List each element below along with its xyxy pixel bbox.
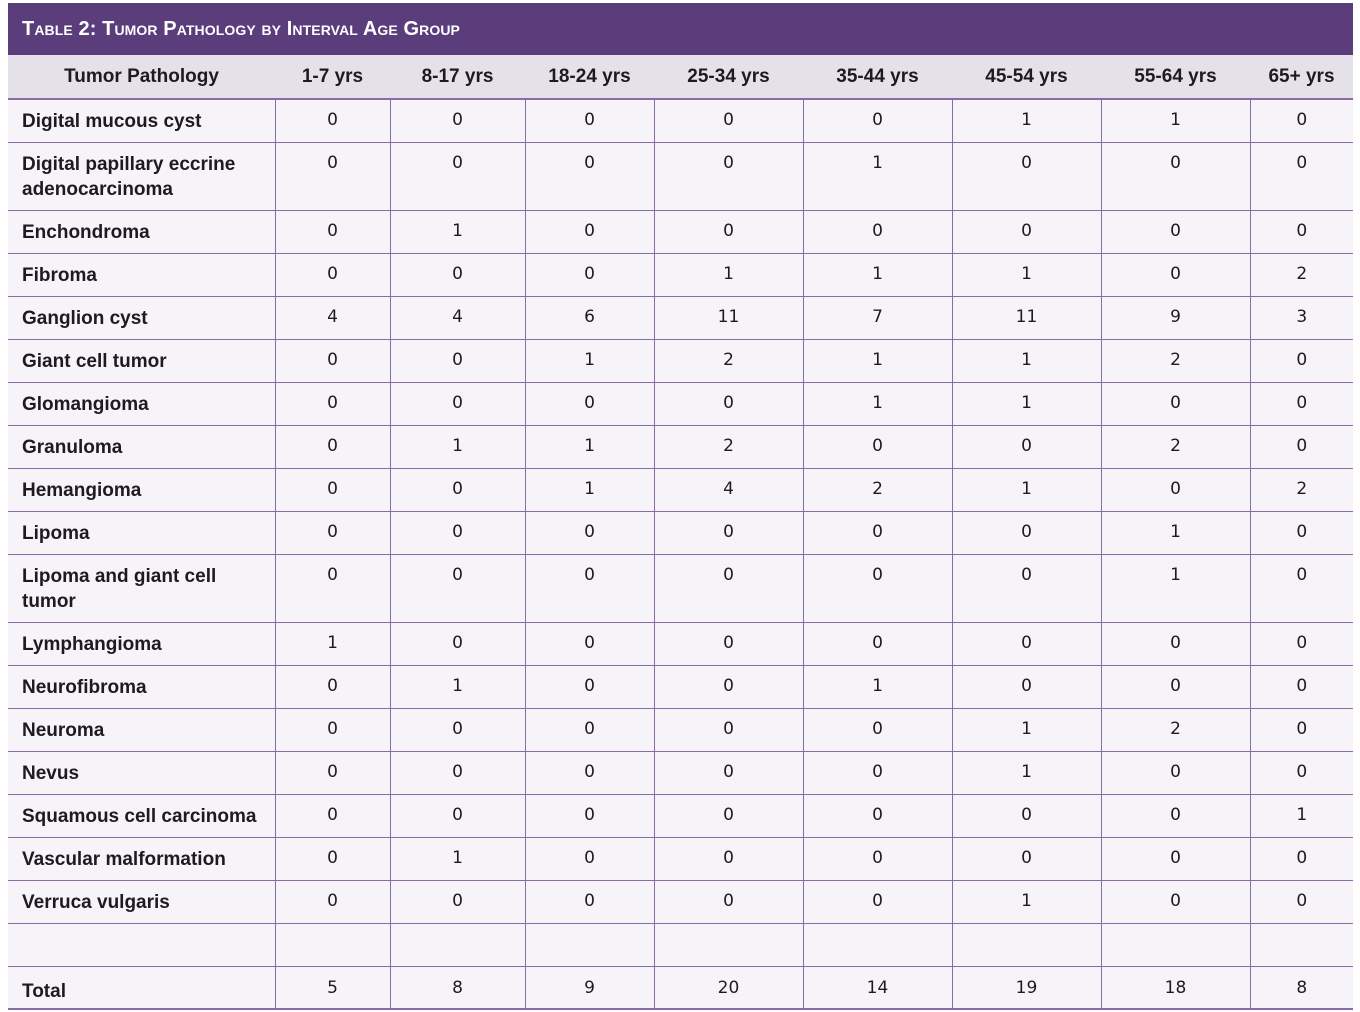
table-row (8, 837, 1353, 880)
cell-value: 0 (654, 880, 803, 923)
cell-value: 0 (1101, 468, 1250, 511)
row-label: Squamous cell carcinoma (8, 794, 275, 837)
data-table (8, 3, 1353, 1010)
cell-value (525, 923, 654, 966)
cell-value: 1 (390, 837, 525, 880)
cell-value: 7 (803, 296, 952, 339)
cell-value: 20 (654, 966, 803, 1009)
cell-value: 2 (1250, 253, 1353, 296)
row-label: Digital papillary eccrine adenocarcinoma (8, 142, 275, 210)
cell-value: 1 (390, 665, 525, 708)
table-row (8, 665, 1353, 708)
cell-value: 1 (952, 880, 1101, 923)
cell-value: 0 (1250, 142, 1353, 210)
cell-value: 0 (525, 99, 654, 142)
cell-value: 0 (390, 708, 525, 751)
cell-value: 0 (654, 554, 803, 622)
cell-value (803, 923, 952, 966)
cell-value: 1 (1250, 794, 1353, 837)
cell-value: 0 (275, 142, 390, 210)
header-row (8, 55, 1353, 99)
row-label: Lymphangioma (8, 622, 275, 665)
cell-value: 0 (1101, 794, 1250, 837)
table-row (8, 339, 1353, 382)
cell-value: 11 (952, 296, 1101, 339)
cell-value: 0 (952, 554, 1101, 622)
cell-value: 0 (654, 622, 803, 665)
pathology-table (8, 55, 1353, 1010)
table-row (8, 99, 1353, 142)
cell-value: 0 (525, 708, 654, 751)
cell-value: 0 (525, 554, 654, 622)
cell-value: 0 (654, 142, 803, 210)
total-row (8, 966, 1353, 1009)
row-label: Hemangioma (8, 468, 275, 511)
cell-value: 2 (1250, 468, 1353, 511)
cell-value: 0 (952, 794, 1101, 837)
cell-value: 3 (1250, 296, 1353, 339)
cell-value: 0 (803, 708, 952, 751)
cell-value: 0 (1101, 665, 1250, 708)
cell-value: 0 (525, 253, 654, 296)
cell-value: 4 (275, 296, 390, 339)
table-row (8, 622, 1353, 665)
column-header-tumor-pathology: Tumor Pathology (8, 55, 275, 99)
cell-value: 5 (275, 966, 390, 1009)
cell-value: 1 (803, 665, 952, 708)
cell-value: 0 (1250, 99, 1353, 142)
cell-value: 14 (803, 966, 952, 1009)
cell-value: 1 (952, 339, 1101, 382)
cell-value: 0 (1250, 837, 1353, 880)
cell-value: 0 (1101, 142, 1250, 210)
cell-value: 0 (275, 99, 390, 142)
cell-value: 0 (390, 382, 525, 425)
cell-value: 0 (1250, 751, 1353, 794)
cell-value: 11 (654, 296, 803, 339)
cell-value: 1 (275, 622, 390, 665)
cell-value: 0 (803, 794, 952, 837)
cell-value: 0 (275, 425, 390, 468)
table-row (8, 511, 1353, 554)
row-label: Total (8, 966, 275, 1009)
table-row (8, 554, 1353, 622)
cell-value: 1 (654, 253, 803, 296)
cell-value: 0 (654, 665, 803, 708)
table-row (8, 296, 1353, 339)
column-header-35-44: 35-44 yrs (803, 55, 952, 99)
cell-value: 0 (952, 837, 1101, 880)
column-header-8-17: 8-17 yrs (390, 55, 525, 99)
column-header-25-34: 25-34 yrs (654, 55, 803, 99)
cell-value: 0 (803, 751, 952, 794)
cell-value: 0 (1250, 339, 1353, 382)
cell-value: 0 (1250, 665, 1353, 708)
cell-value: 1 (390, 210, 525, 253)
cell-value: 0 (1101, 210, 1250, 253)
cell-value: 1 (803, 142, 952, 210)
cell-value: 0 (1250, 708, 1353, 751)
cell-value: 0 (525, 880, 654, 923)
table-row (8, 253, 1353, 296)
cell-value: 0 (525, 794, 654, 837)
row-label: Neurofibroma (8, 665, 275, 708)
cell-value: 1 (952, 708, 1101, 751)
cell-value: 0 (390, 468, 525, 511)
cell-value: 0 (275, 794, 390, 837)
cell-value: 0 (525, 382, 654, 425)
cell-value: 6 (525, 296, 654, 339)
cell-value: 0 (525, 210, 654, 253)
cell-value: 0 (390, 880, 525, 923)
cell-value: 0 (1101, 880, 1250, 923)
cell-value: 0 (952, 425, 1101, 468)
cell-value: 0 (275, 253, 390, 296)
table-title: Table 2: Tumor Pathology by Interval Age Group (8, 3, 1353, 55)
cell-value: 1 (952, 751, 1101, 794)
table-row (8, 880, 1353, 923)
table-row (8, 142, 1353, 210)
cell-value: 0 (1101, 622, 1250, 665)
cell-value: 8 (1250, 966, 1353, 1009)
row-label: Granuloma (8, 425, 275, 468)
table-row (8, 210, 1353, 253)
cell-value: 0 (390, 99, 525, 142)
cell-value: 0 (275, 751, 390, 794)
cell-value: 0 (1250, 511, 1353, 554)
spacer-row (8, 923, 1353, 966)
cell-value: 0 (275, 554, 390, 622)
row-label: Fibroma (8, 253, 275, 296)
column-header-1-7: 1-7 yrs (275, 55, 390, 99)
cell-value: 0 (390, 622, 525, 665)
row-label: Digital mucous cyst (8, 99, 275, 142)
cell-value: 2 (1101, 425, 1250, 468)
cell-value: 0 (1250, 880, 1353, 923)
cell-value: 0 (275, 837, 390, 880)
cell-value (654, 923, 803, 966)
cell-value: 1 (803, 253, 952, 296)
cell-value: 1 (952, 253, 1101, 296)
row-label: Lipoma and giant cell tumor (8, 554, 275, 622)
cell-value: 0 (654, 210, 803, 253)
cell-value: 1 (525, 468, 654, 511)
cell-value: 1 (525, 425, 654, 468)
cell-value (952, 923, 1101, 966)
cell-value: 4 (654, 468, 803, 511)
cell-value: 9 (1101, 296, 1250, 339)
cell-value: 0 (654, 751, 803, 794)
column-header-65-plus: 65+ yrs (1250, 55, 1353, 99)
cell-value: 0 (525, 751, 654, 794)
cell-value: 0 (1101, 837, 1250, 880)
cell-value: 0 (275, 210, 390, 253)
cell-value: 0 (1250, 425, 1353, 468)
row-label: Lipoma (8, 511, 275, 554)
cell-value: 0 (803, 837, 952, 880)
cell-value: 0 (803, 99, 952, 142)
cell-value: 2 (654, 425, 803, 468)
cell-value: 1 (525, 339, 654, 382)
cell-value: 18 (1101, 966, 1250, 1009)
cell-value: 0 (525, 622, 654, 665)
row-label: Enchondroma (8, 210, 275, 253)
cell-value: 0 (390, 339, 525, 382)
cell-value: 0 (525, 511, 654, 554)
row-label (8, 923, 275, 966)
table-row (8, 751, 1353, 794)
cell-value: 2 (654, 339, 803, 382)
cell-value: 1 (390, 425, 525, 468)
row-label: Giant cell tumor (8, 339, 275, 382)
cell-value: 1 (952, 382, 1101, 425)
row-label: Verruca vulgaris (8, 880, 275, 923)
cell-value: 0 (1250, 554, 1353, 622)
column-header-55-64: 55-64 yrs (1101, 55, 1250, 99)
cell-value: 0 (275, 880, 390, 923)
cell-value: 2 (1101, 339, 1250, 382)
cell-value (390, 923, 525, 966)
cell-value: 0 (1250, 210, 1353, 253)
cell-value: 0 (525, 837, 654, 880)
cell-value: 9 (525, 966, 654, 1009)
row-label: Nevus (8, 751, 275, 794)
cell-value: 0 (654, 794, 803, 837)
cell-value: 0 (525, 142, 654, 210)
cell-value: 0 (654, 511, 803, 554)
cell-value: 0 (952, 142, 1101, 210)
cell-value: 0 (1250, 382, 1353, 425)
cell-value: 1 (952, 99, 1101, 142)
table-row (8, 425, 1353, 468)
row-label: Vascular malformation (8, 837, 275, 880)
cell-value: 1 (952, 468, 1101, 511)
cell-value: 0 (525, 665, 654, 708)
cell-value: 0 (275, 382, 390, 425)
cell-value: 0 (275, 665, 390, 708)
cell-value: 0 (390, 253, 525, 296)
row-label: Neuroma (8, 708, 275, 751)
cell-value: 0 (952, 622, 1101, 665)
cell-value: 0 (654, 708, 803, 751)
cell-value: 0 (390, 142, 525, 210)
cell-value: 0 (1101, 253, 1250, 296)
cell-value: 2 (803, 468, 952, 511)
cell-value: 0 (390, 511, 525, 554)
cell-value: 0 (275, 708, 390, 751)
cell-value: 1 (803, 382, 952, 425)
cell-value: 0 (803, 425, 952, 468)
cell-value: 2 (1101, 708, 1250, 751)
cell-value: 0 (1250, 622, 1353, 665)
cell-value: 0 (952, 511, 1101, 554)
cell-value: 0 (1101, 751, 1250, 794)
cell-value: 1 (803, 339, 952, 382)
column-header-45-54: 45-54 yrs (952, 55, 1101, 99)
cell-value: 0 (952, 210, 1101, 253)
cell-value (1250, 923, 1353, 966)
cell-value: 0 (1101, 382, 1250, 425)
cell-value: 0 (275, 339, 390, 382)
table-row (8, 382, 1353, 425)
cell-value: 0 (654, 99, 803, 142)
cell-value: 19 (952, 966, 1101, 1009)
cell-value (1101, 923, 1250, 966)
table-row (8, 468, 1353, 511)
cell-value: 4 (390, 296, 525, 339)
cell-value: 1 (1101, 511, 1250, 554)
cell-value: 0 (275, 468, 390, 511)
cell-value: 0 (275, 511, 390, 554)
table-body (8, 99, 1353, 1009)
cell-value (275, 923, 390, 966)
cell-value: 8 (390, 966, 525, 1009)
cell-value: 0 (803, 880, 952, 923)
row-label: Glomangioma (8, 382, 275, 425)
cell-value: 1 (1101, 554, 1250, 622)
cell-value: 0 (803, 511, 952, 554)
cell-value: 0 (390, 554, 525, 622)
cell-value: 0 (952, 665, 1101, 708)
cell-value: 0 (803, 622, 952, 665)
cell-value: 0 (390, 751, 525, 794)
column-header-18-24: 18-24 yrs (525, 55, 654, 99)
cell-value: 0 (390, 794, 525, 837)
cell-value: 0 (803, 554, 952, 622)
cell-value: 0 (803, 210, 952, 253)
table-row (8, 708, 1353, 751)
table-row (8, 794, 1353, 837)
cell-value: 1 (1101, 99, 1250, 142)
row-label: Ganglion cyst (8, 296, 275, 339)
cell-value: 0 (654, 382, 803, 425)
cell-value: 0 (654, 837, 803, 880)
